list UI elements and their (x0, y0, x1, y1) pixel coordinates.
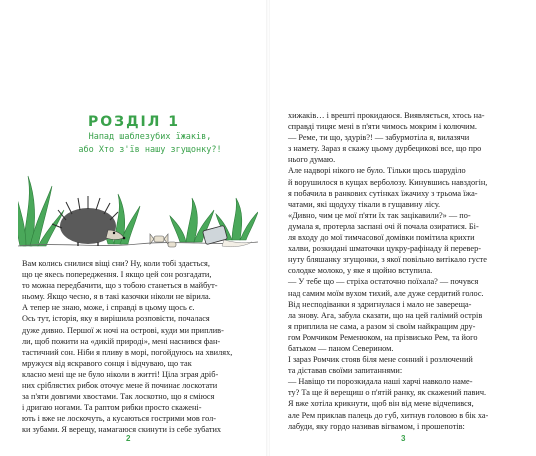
text-line: чатами, які щодуху тікали в гущавину лісу. (288, 199, 441, 209)
chapter-subtitle (70, 131, 230, 157)
text-line: лабуди, яку гордо називав вігвамом, і прошепотів: (288, 421, 465, 431)
text-line: Вам колись снилися віщі сни? Ну, коли тобі здається, (22, 259, 210, 268)
text-line: нуту бляшанку згущонки, з якої повільно витікало густе (288, 255, 487, 265)
page-number: 2 (126, 434, 131, 443)
chapter-title: РОЗДІЛ 1 (87, 114, 181, 130)
text-line: солодке молоко, у яке я щойно вступила. (288, 266, 433, 276)
text-line: — У тебе що — стріха остаточно поїхала? — почувся (288, 277, 479, 287)
text-line: Від несподіванки я здригнулася і мало не завереща- (288, 299, 472, 309)
right-page (268, 0, 536, 456)
text-line: з намету. Зараз я скажу цьому дурбецикові все, що про (288, 144, 482, 154)
text-line: хижаків… і врешті прокидаюся. Виявляється, хтось на- (288, 111, 485, 120)
text-line: мружуся від яскравого сонця і відчуваю, що так (22, 358, 192, 368)
text-line: за п'яти довгими хвостами. Так лоскотно, що я сміюся (22, 392, 215, 402)
grass-icon (18, 176, 64, 246)
subtitle-line: Напад шаблезубих їжаків, (88, 132, 212, 142)
text-line: ту? Та ще й верещиш о п'ятій ранку, як скажений павич. (288, 388, 487, 398)
page-number: 3 (401, 434, 406, 443)
text-line: ють і вже не лоскочуть, а кусаються гострими мов гол- (22, 414, 217, 424)
body-text (288, 110, 488, 432)
text-line: і дригаю ногами. Та раптом рибки просто скажені- (22, 403, 202, 413)
hedgehog-icon (52, 196, 125, 246)
text-line: халви, розкидані шматочки цукру-рафінаду й перевер- (288, 244, 482, 254)
text-line: тастичний сон. Ніби я пливу в морі, погойдуюсь на хвилях, (22, 347, 233, 357)
text-line: — Реме, ти що, здурів?! — забурмотіла я, вилазячи (288, 133, 470, 143)
text-line: ла знову. Ага, забула сказати, що на цей галімий острів (288, 310, 483, 320)
text-line: Але надворі нікого не було. Тільки щось шаруділо (288, 166, 466, 176)
text-line: над самим моїм вухом тихий, але дуже сердитий голос. (288, 288, 484, 298)
text-line: А тепер не знаю, може, і справді в цьому щось є. (22, 303, 195, 313)
text-line: я побачила в ранкових сутінках їжачиху з трьома їжа- (288, 188, 478, 198)
text-line: та діставав своїми запитаннями: (288, 366, 403, 376)
text-line: них сріблястих рибок оточує мене й починає лоскотати (22, 381, 218, 391)
text-line: ли, щоб пожити на «дикій природі», мені наснився фан- (22, 336, 221, 346)
text-line: нього думаю. (288, 155, 336, 165)
text-line: гом Ромчиком Ременюком, на прізвисько Рем, та його (288, 332, 478, 342)
text-line: справді тицяє мені в п'яти чимось мокрим і колючим. (288, 122, 477, 132)
text-line: «Дивно, чим це мої п'яти їх так зацікавили?» — по- (288, 210, 471, 220)
text-line: Ось тут, історія, яку я вирішила розповісти, почалася (22, 314, 210, 324)
text-line: батьком — паном Северином. (288, 343, 394, 353)
text-line: ля входу до мої тимчасової домівки помітила крихти (288, 233, 475, 243)
text-line: дуже дивно. Першої ж ночі на острові, куди ми приплив- (22, 325, 224, 335)
subtitle-line: або Хто з'їв нашу згущонку?! (78, 145, 222, 155)
hedgehog-illustration (18, 158, 258, 250)
text-line: класно мені ще не було ніколи в житті! Ціла зграя дріб- (22, 369, 219, 379)
text-line: але Рем приклав палець до губ, хитнув головою в бік ха- (288, 410, 489, 420)
text-line: І зараз Ромчик стояв біля мене сонний і розлючений (288, 355, 473, 365)
text-line: Я вже хотіла крикнути, щоб він від мене відчепився, (288, 399, 474, 409)
body-text (22, 258, 232, 436)
text-line: думала я, протерла заспані очі й почала озиратися. Бі- (288, 221, 479, 231)
text-line: ньому. Якщо чесно, я в такі казочки ніколи не вірила. (22, 292, 211, 302)
candy-icon (168, 242, 176, 247)
text-line: й ворушилося в кущах верболозу. Кинувшись навздогін, (288, 177, 488, 187)
text-line: що це якесь попередження. І якщо цей сон розгадати, (22, 270, 212, 280)
text-line: то можна передбачити, що з тобою станеться в майбут- (22, 281, 218, 291)
text-line: ки зубами. Я верещу, намагаюся скинути із себе зубатих (22, 425, 222, 435)
text-line: я приплила не сама, а разом зі своїм найкращим дру- (288, 321, 476, 331)
text-line: — Навіщо ти порозкидала наші харчі навколо наме- (288, 377, 473, 387)
